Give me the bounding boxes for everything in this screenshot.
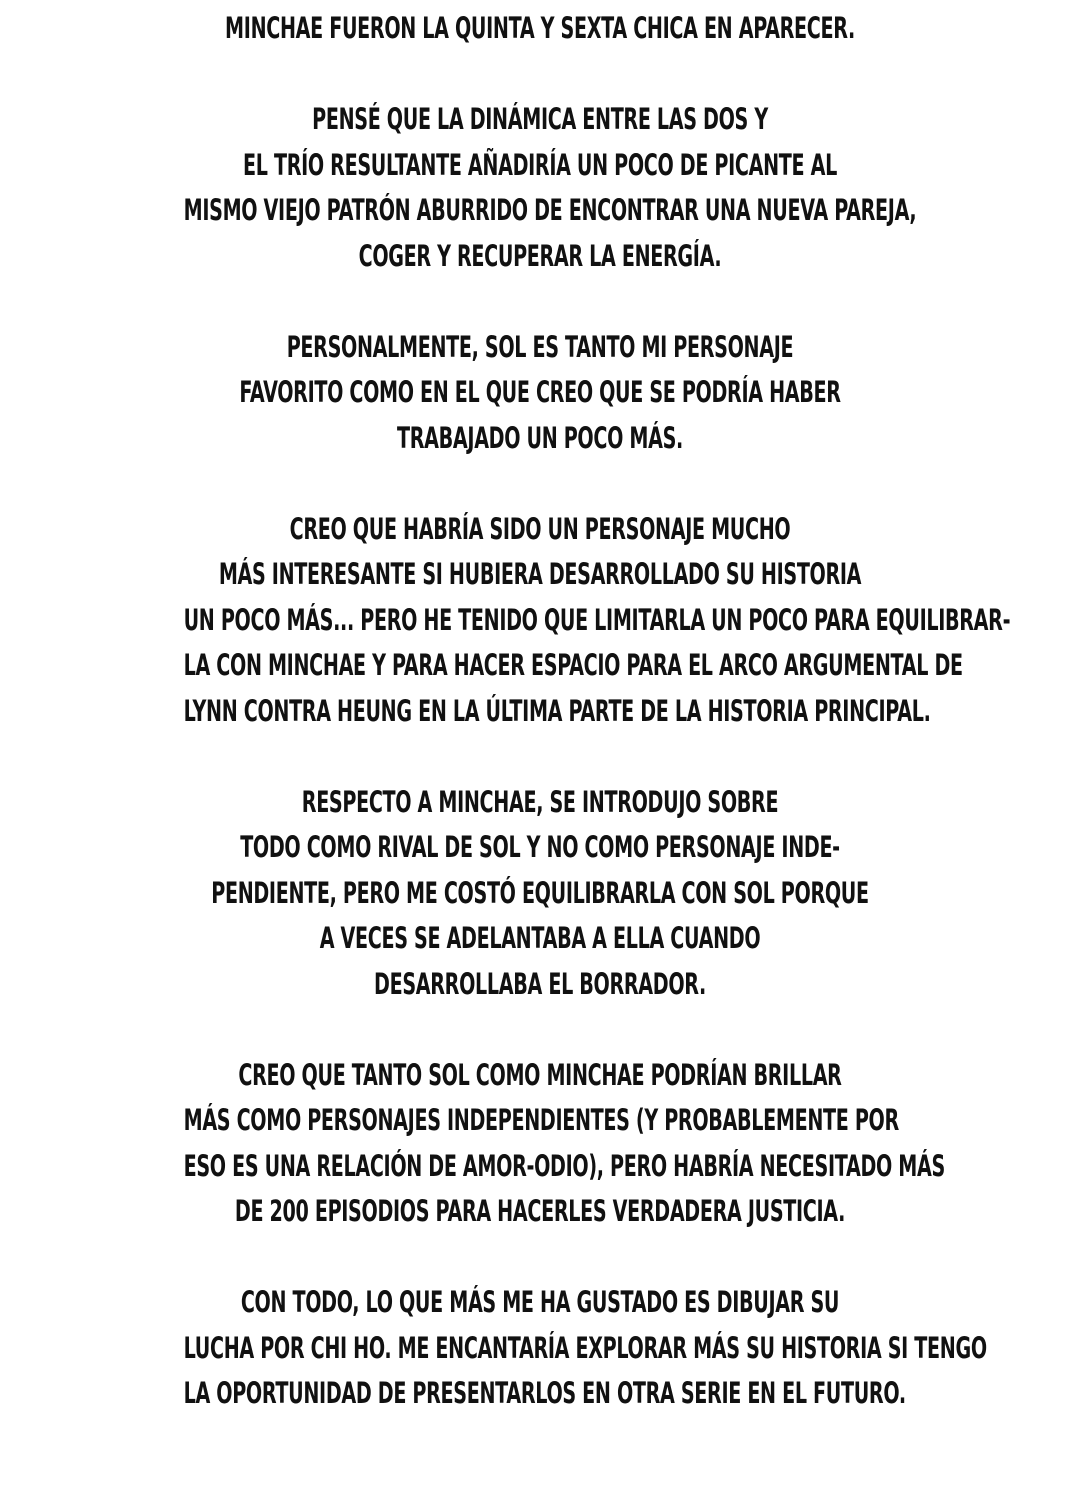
- text-line: MÁS COMO PERSONAJES INDEPENDIENTES (Y PROBABLEMENTE POR: [183, 1103, 899, 1137]
- paragraph-6: [0, 1053, 1080, 1235]
- text-line: PENDIENTE, PERO ME COSTÓ EQUILIBRARLA CON SOL PORQUE: [211, 875, 869, 910]
- text-line: MINCHAE FUERON LA QUINTA Y SEXTA CHICA EN APARECER.: [225, 11, 855, 45]
- text-line: COGER Y RECUPERAR LA ENERGÍA.: [358, 238, 722, 273]
- text-line: LUCHA POR CHI HO. ME ENCANTARÍA EXPLORAR MÁS SU HISTORIA SI TENGO: [183, 1330, 987, 1365]
- text-line: UN POCO MÁS... PERO HE TENIDO QUE LIMITARLA UN POCO PARA EQUILIBRAR-: [183, 602, 1011, 637]
- text-line: DE 200 EPISODIOS PARA HACERLES VERDADERA JUSTICIA.: [234, 1194, 846, 1228]
- paragraph-5: [0, 780, 1080, 1008]
- paragraph-2: [0, 97, 1080, 279]
- text-line: TRABAJADO UN POCO MÁS.: [397, 420, 683, 455]
- afterword-text: [0, 6, 1080, 1462]
- text-line: ESO ES UNA RELACIÓN DE AMOR-ODIO), PERO HABRÍA NECESITADO MÁS: [183, 1148, 945, 1183]
- paragraph-3: [0, 325, 1080, 462]
- paragraph-4: [0, 507, 1080, 735]
- text-line: EL TRÍO RESULTANTE AÑADIRÍA UN POCO DE PICANTE AL: [243, 147, 837, 182]
- text-line: DESARROLLABA EL BORRADOR.: [374, 966, 706, 1001]
- text-line: MISMO VIEJO PATRÓN ABURRIDO DE ENCONTRAR UNA NUEVA PAREJA,: [183, 193, 917, 227]
- paragraph-1: [0, 6, 1080, 52]
- text-line: PERSONALMENTE, SOL ES TANTO MI PERSONAJE: [286, 329, 794, 364]
- text-line: LA CON MINCHAE Y PARA HACER ESPACIO PARA EL ARCO ARGUMENTAL DE: [183, 648, 963, 682]
- text-line: FAVORITO COMO EN EL QUE CREO QUE SE PODRÍA HABER: [239, 375, 841, 409]
- text-line: LA OPORTUNIDAD DE PRESENTARLOS EN OTRA SERIE EN EL FUTURO.: [183, 1376, 906, 1410]
- text-line: A VECES SE ADELANTABA A ELLA CUANDO: [319, 921, 761, 955]
- text-line: CREO QUE TANTO SOL COMO MINCHAE PODRÍAN BRILLAR: [238, 1057, 842, 1092]
- text-line: TODO COMO RIVAL DE SOL Y NO COMO PERSONAJE INDE-: [240, 830, 840, 864]
- text-line: CON TODO, LO QUE MÁS ME HA GUSTADO ES DIBUJAR SU: [240, 1285, 840, 1319]
- text-line: PENSÉ QUE LA DINÁMICA ENTRE LAS DOS Y: [312, 102, 768, 136]
- paragraph-7: [0, 1280, 1080, 1417]
- text-line: RESPECTO A MINCHAE, SE INTRODUJO SOBRE: [301, 784, 779, 819]
- text-line: CREO QUE HABRÍA SIDO UN PERSONAJE MUCHO: [289, 511, 791, 546]
- text-line: MÁS INTERESANTE SI HUBIERA DESARROLLADO SU HISTORIA: [218, 557, 862, 591]
- text-line: LYNN CONTRA HEUNG EN LA ÚLTIMA PARTE DE LA HISTORIA PRINCIPAL.: [183, 693, 931, 728]
